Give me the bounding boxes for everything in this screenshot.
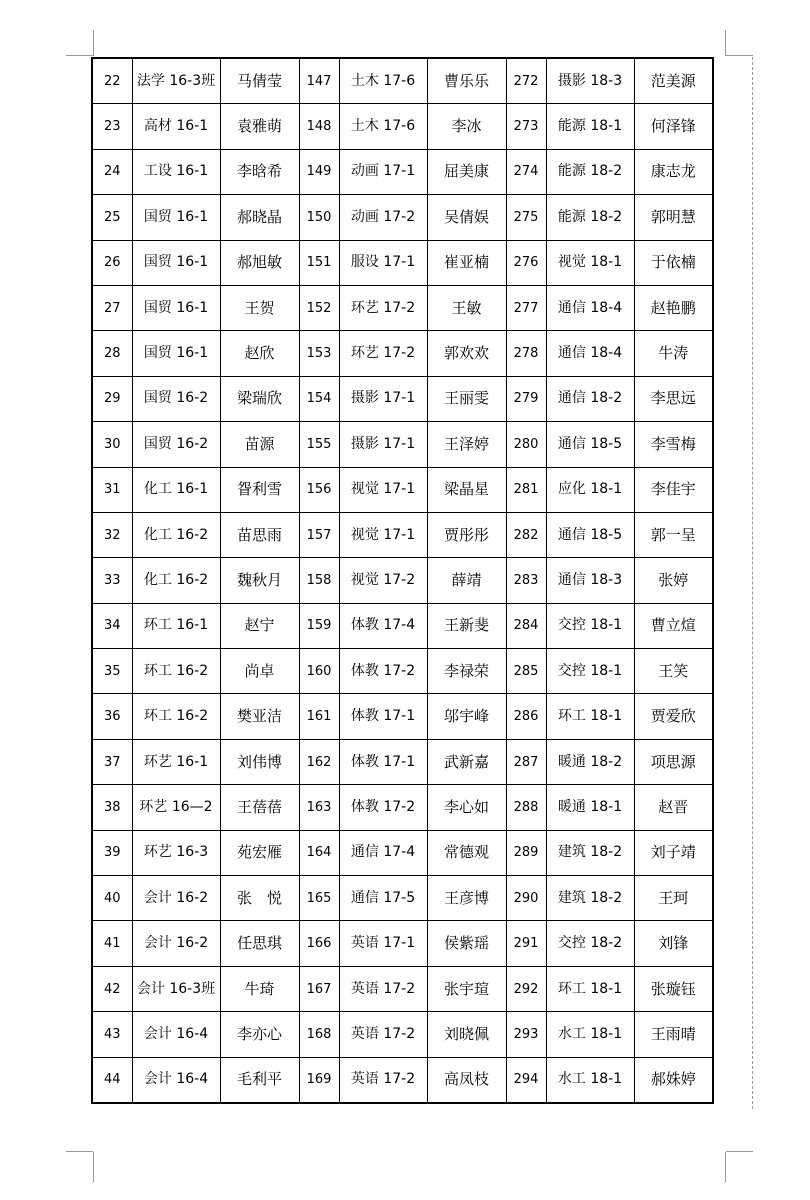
student-name: 郝旭敏 [220, 240, 299, 285]
student-name: 赵宁 [220, 603, 299, 648]
student-name: 刘锋 [634, 921, 713, 966]
table-row [92, 58, 713, 104]
student-name: 郝晓晶 [220, 195, 299, 240]
class-name: 英语 17-2 [339, 1012, 427, 1057]
student-name: 曹立煊 [634, 603, 713, 648]
entry-number: 154 [299, 376, 339, 421]
table-row [92, 467, 713, 512]
class-name: 会计 16-2 [132, 876, 220, 921]
class-name: 环工 18-1 [546, 694, 634, 739]
entry-number: 40 [92, 876, 132, 921]
student-name: 赵欣 [220, 331, 299, 376]
entry-number: 153 [299, 331, 339, 376]
student-name: 郭一呈 [634, 512, 713, 557]
table-row [92, 921, 713, 966]
class-name: 通信 18-2 [546, 376, 634, 421]
student-name: 赵晋 [634, 785, 713, 830]
entry-number: 284 [506, 603, 546, 648]
student-name: 张宇瑄 [427, 966, 506, 1011]
table-row [92, 694, 713, 739]
student-name: 毛利平 [220, 1057, 299, 1103]
student-name: 梁瑞欣 [220, 376, 299, 421]
class-name: 能源 18-2 [546, 195, 634, 240]
student-name: 贾爱欣 [634, 694, 713, 739]
entry-number: 36 [92, 694, 132, 739]
class-name: 体教 17-1 [339, 694, 427, 739]
entry-number: 32 [92, 512, 132, 557]
class-name: 化工 16-2 [132, 558, 220, 603]
class-name: 体教 17-2 [339, 785, 427, 830]
entry-number: 149 [299, 149, 339, 194]
student-name: 范美源 [634, 58, 713, 104]
student-name: 牛涛 [634, 331, 713, 376]
entry-number: 158 [299, 558, 339, 603]
table-row [92, 1012, 713, 1057]
class-name: 工设 16-1 [132, 149, 220, 194]
table-row [92, 331, 713, 376]
entry-number: 31 [92, 467, 132, 512]
entry-number: 287 [506, 739, 546, 784]
student-name: 刘晓佩 [427, 1012, 506, 1057]
entry-number: 25 [92, 195, 132, 240]
entry-number: 289 [506, 830, 546, 875]
entry-number: 273 [506, 104, 546, 149]
student-name: 李亦心 [220, 1012, 299, 1057]
entry-number: 280 [506, 422, 546, 467]
class-name: 高材 16-1 [132, 104, 220, 149]
table-row [92, 966, 713, 1011]
student-name: 牛琦 [220, 966, 299, 1011]
class-name: 英语 17-2 [339, 1057, 427, 1103]
entry-number: 156 [299, 467, 339, 512]
entry-number: 164 [299, 830, 339, 875]
crop-mark-bottom-left-h [66, 1151, 93, 1152]
class-name: 建筑 18-2 [546, 876, 634, 921]
class-name: 通信 18-4 [546, 285, 634, 330]
student-name: 屈美康 [427, 149, 506, 194]
class-name: 服设 17-1 [339, 240, 427, 285]
class-name: 会计 16-4 [132, 1057, 220, 1103]
crop-mark-top-left [93, 30, 94, 56]
page-right-margin-guide [752, 57, 753, 1109]
entry-number: 283 [506, 558, 546, 603]
class-name: 土木 17-6 [339, 104, 427, 149]
entry-number: 159 [299, 603, 339, 648]
crop-mark-bottom-left [93, 1152, 94, 1182]
student-name: 高凤枝 [427, 1057, 506, 1103]
class-name: 环艺 17-2 [339, 331, 427, 376]
student-name: 王敏 [427, 285, 506, 330]
entry-number: 33 [92, 558, 132, 603]
class-name: 能源 18-2 [546, 149, 634, 194]
entry-number: 28 [92, 331, 132, 376]
class-name: 动画 17-2 [339, 195, 427, 240]
entry-number: 29 [92, 376, 132, 421]
student-name: 武新嘉 [427, 739, 506, 784]
entry-number: 292 [506, 966, 546, 1011]
entry-number: 35 [92, 649, 132, 694]
entry-number: 288 [506, 785, 546, 830]
student-name: 薛靖 [427, 558, 506, 603]
student-name: 梁晶星 [427, 467, 506, 512]
entry-number: 281 [506, 467, 546, 512]
student-name: 魏秋月 [220, 558, 299, 603]
entry-number: 293 [506, 1012, 546, 1057]
class-name: 环艺 16—2 [132, 785, 220, 830]
entry-number: 282 [506, 512, 546, 557]
student-name: 曹乐乐 [427, 58, 506, 104]
class-name: 国贸 16-1 [132, 331, 220, 376]
table-row [92, 376, 713, 421]
entry-number: 272 [506, 58, 546, 104]
crop-mark-top-right [725, 30, 726, 56]
student-name: 崔亚楠 [427, 240, 506, 285]
entry-number: 30 [92, 422, 132, 467]
class-name: 摄影 17-1 [339, 422, 427, 467]
entry-number: 160 [299, 649, 339, 694]
class-name: 通信 18-4 [546, 331, 634, 376]
table-row [92, 649, 713, 694]
table-row [92, 785, 713, 830]
entry-number: 285 [506, 649, 546, 694]
entry-number: 163 [299, 785, 339, 830]
class-name: 环工 16-1 [132, 603, 220, 648]
class-name: 国贸 16-1 [132, 195, 220, 240]
student-name: 李冰 [427, 104, 506, 149]
entry-number: 157 [299, 512, 339, 557]
student-name: 苗思雨 [220, 512, 299, 557]
entry-number: 278 [506, 331, 546, 376]
class-name: 通信 17-5 [339, 876, 427, 921]
entry-number: 274 [506, 149, 546, 194]
entry-number: 169 [299, 1057, 339, 1103]
class-name: 建筑 18-2 [546, 830, 634, 875]
class-name: 视觉 17-2 [339, 558, 427, 603]
entry-number: 150 [299, 195, 339, 240]
roster-body [92, 58, 713, 1103]
class-name: 环工 18-1 [546, 966, 634, 1011]
entry-number: 148 [299, 104, 339, 149]
student-name: 苗源 [220, 422, 299, 467]
student-name: 何泽锋 [634, 104, 713, 149]
entry-number: 27 [92, 285, 132, 330]
student-name: 王丽雯 [427, 376, 506, 421]
student-name: 张婷 [634, 558, 713, 603]
student-name: 郭明慧 [634, 195, 713, 240]
student-roster-table [91, 57, 714, 1104]
entry-number: 38 [92, 785, 132, 830]
class-name: 环艺 17-2 [339, 285, 427, 330]
student-name: 李心如 [427, 785, 506, 830]
student-name: 常德观 [427, 830, 506, 875]
class-name: 交控 18-2 [546, 921, 634, 966]
class-name: 暖通 18-2 [546, 739, 634, 784]
class-name: 化工 16-2 [132, 512, 220, 557]
entry-number: 279 [506, 376, 546, 421]
student-name: 吴倩娱 [427, 195, 506, 240]
entry-number: 39 [92, 830, 132, 875]
student-name: 李佳宇 [634, 467, 713, 512]
class-name: 国贸 16-1 [132, 240, 220, 285]
entry-number: 286 [506, 694, 546, 739]
student-name: 眢利雪 [220, 467, 299, 512]
crop-mark-bottom-right-h [726, 1151, 753, 1152]
table-row [92, 104, 713, 149]
entry-number: 22 [92, 58, 132, 104]
entry-number: 290 [506, 876, 546, 921]
student-name: 马倩莹 [220, 58, 299, 104]
entry-number: 23 [92, 104, 132, 149]
table-row [92, 422, 713, 467]
entry-number: 276 [506, 240, 546, 285]
class-name: 动画 17-1 [339, 149, 427, 194]
student-name: 于依楠 [634, 240, 713, 285]
entry-number: 44 [92, 1057, 132, 1103]
student-name: 邬宇峰 [427, 694, 506, 739]
table-row [92, 603, 713, 648]
student-name: 王彦博 [427, 876, 506, 921]
entry-number: 161 [299, 694, 339, 739]
student-name: 侯紫瑶 [427, 921, 506, 966]
entry-number: 162 [299, 739, 339, 784]
class-name: 摄影 18-3 [546, 58, 634, 104]
table-row [92, 149, 713, 194]
class-name: 国贸 16-1 [132, 285, 220, 330]
student-name: 刘子靖 [634, 830, 713, 875]
class-name: 通信 18-5 [546, 422, 634, 467]
student-name: 郭欢欢 [427, 331, 506, 376]
entry-number: 43 [92, 1012, 132, 1057]
class-name: 体教 17-2 [339, 649, 427, 694]
entry-number: 277 [506, 285, 546, 330]
class-name: 水工 18-1 [546, 1057, 634, 1103]
class-name: 环工 16-2 [132, 649, 220, 694]
class-name: 土木 17-6 [339, 58, 427, 104]
student-name: 王泽婷 [427, 422, 506, 467]
class-name: 视觉 18-1 [546, 240, 634, 285]
student-name: 项思源 [634, 739, 713, 784]
crop-mark-top-right-h [726, 55, 753, 56]
table-row [92, 739, 713, 784]
class-name: 通信 18-5 [546, 512, 634, 557]
student-name: 刘伟博 [220, 739, 299, 784]
class-name: 暖通 18-1 [546, 785, 634, 830]
class-name: 环艺 16-1 [132, 739, 220, 784]
table-row [92, 512, 713, 557]
class-name: 摄影 17-1 [339, 376, 427, 421]
student-name: 郝姝婷 [634, 1057, 713, 1103]
class-name: 能源 18-1 [546, 104, 634, 149]
entry-number: 24 [92, 149, 132, 194]
table-row [92, 876, 713, 921]
entry-number: 275 [506, 195, 546, 240]
class-name: 交控 18-1 [546, 649, 634, 694]
class-name: 英语 17-2 [339, 966, 427, 1011]
student-name: 尚卓 [220, 649, 299, 694]
entry-number: 155 [299, 422, 339, 467]
class-name: 交控 18-1 [546, 603, 634, 648]
class-name: 英语 17-1 [339, 921, 427, 966]
student-name: 王新斐 [427, 603, 506, 648]
student-name: 王笑 [634, 649, 713, 694]
entry-number: 26 [92, 240, 132, 285]
table-row [92, 195, 713, 240]
class-name: 水工 18-1 [546, 1012, 634, 1057]
student-name: 李思远 [634, 376, 713, 421]
student-name: 李雪梅 [634, 422, 713, 467]
entry-number: 168 [299, 1012, 339, 1057]
student-name: 李晗希 [220, 149, 299, 194]
class-name: 通信 18-3 [546, 558, 634, 603]
entry-number: 294 [506, 1057, 546, 1103]
student-name: 王珂 [634, 876, 713, 921]
entry-number: 166 [299, 921, 339, 966]
student-name: 王贺 [220, 285, 299, 330]
class-name: 会计 16-2 [132, 921, 220, 966]
student-name: 张璇钰 [634, 966, 713, 1011]
table-row [92, 1057, 713, 1103]
entry-number: 41 [92, 921, 132, 966]
student-name: 王蓓蓓 [220, 785, 299, 830]
student-name: 樊亚洁 [220, 694, 299, 739]
table-row [92, 285, 713, 330]
class-name: 体教 17-4 [339, 603, 427, 648]
table-row [92, 240, 713, 285]
class-name: 化工 16-1 [132, 467, 220, 512]
class-name: 会计 16-4 [132, 1012, 220, 1057]
crop-mark-top-left-h [66, 55, 93, 56]
class-name: 环艺 16-3 [132, 830, 220, 875]
entry-number: 37 [92, 739, 132, 784]
class-name: 会计 16-3班 [132, 966, 220, 1011]
entry-number: 152 [299, 285, 339, 330]
student-name: 张 悦 [220, 876, 299, 921]
entry-number: 291 [506, 921, 546, 966]
student-name: 王雨晴 [634, 1012, 713, 1057]
table-row [92, 558, 713, 603]
student-name: 苑宏雁 [220, 830, 299, 875]
class-name: 应化 18-1 [546, 467, 634, 512]
crop-mark-bottom-right [725, 1152, 726, 1182]
class-name: 通信 17-4 [339, 830, 427, 875]
student-name: 康志龙 [634, 149, 713, 194]
student-name: 任思琪 [220, 921, 299, 966]
class-name: 国贸 16-2 [132, 422, 220, 467]
class-name: 视觉 17-1 [339, 467, 427, 512]
entry-number: 34 [92, 603, 132, 648]
class-name: 视觉 17-1 [339, 512, 427, 557]
entry-number: 42 [92, 966, 132, 1011]
class-name: 环工 16-2 [132, 694, 220, 739]
entry-number: 165 [299, 876, 339, 921]
student-name: 袁雅萌 [220, 104, 299, 149]
class-name: 法学 16-3班 [132, 58, 220, 104]
class-name: 国贸 16-2 [132, 376, 220, 421]
student-name: 赵艳鹏 [634, 285, 713, 330]
entry-number: 151 [299, 240, 339, 285]
student-name: 李禄荣 [427, 649, 506, 694]
table-row [92, 830, 713, 875]
class-name: 体教 17-1 [339, 739, 427, 784]
entry-number: 147 [299, 58, 339, 104]
student-name: 贾彤彤 [427, 512, 506, 557]
entry-number: 167 [299, 966, 339, 1011]
